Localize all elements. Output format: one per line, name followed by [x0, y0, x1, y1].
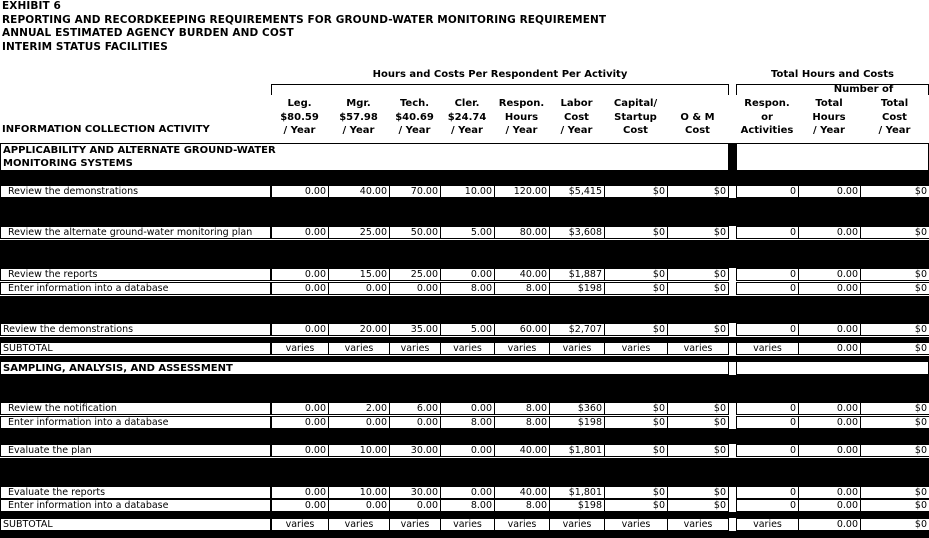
table-row [0, 226, 929, 239]
cell-capital-startup-cost: $0 [604, 444, 668, 457]
cell-respon-activities: varies [736, 518, 799, 531]
cell-total-cost: $0 [860, 226, 929, 239]
cell-labor-cost: $360 [549, 402, 605, 415]
group-bracket-per-respondent [271, 84, 729, 95]
cell-respon-hours: 8.00 [494, 282, 550, 295]
column-header-line: Total [815, 98, 843, 109]
cell-total-hours: 0.00 [798, 185, 861, 198]
cell-respon-activities: 0 [736, 499, 799, 512]
column-header-line: Total [880, 98, 909, 109]
column-header-line: / Year [342, 125, 375, 136]
cell-cler: varies [440, 518, 495, 531]
activity-label: Evaluate the plan [0, 444, 271, 457]
cell-leg: 0.00 [271, 416, 329, 429]
cell-tech: 0.00 [389, 416, 441, 429]
cell-capital-startup-cost: $0 [604, 282, 668, 295]
cell-respon-activities: 0 [736, 402, 799, 415]
column-header-line: Activities [740, 125, 794, 136]
column-header-leg [271, 97, 328, 138]
column-header-line: Startup [614, 111, 657, 123]
column-header-line: $24.74 [447, 111, 487, 123]
column-header-line: Hours [812, 111, 846, 123]
cell-om-cost: $0 [667, 444, 729, 457]
cell-leg: 0.00 [271, 402, 329, 415]
cell-mgr: 10.00 [328, 486, 390, 499]
exhibit-subtitle: ANNUAL ESTIMATED AGENCY BURDEN AND COST [2, 27, 294, 39]
cell-total-cost: $0 [860, 342, 929, 355]
column-header-respon-activities [736, 97, 798, 138]
cell-total-cost: $0 [860, 518, 929, 531]
exhibit-number: EXHIBIT 6 [2, 0, 61, 12]
column-header-labor-cost [549, 97, 604, 138]
cell-cler: 8.00 [440, 416, 495, 429]
column-header-line: Labor [560, 98, 593, 109]
cell-total-cost: $0 [860, 444, 929, 457]
cell-respon-activities: 0 [736, 486, 799, 499]
cell-total-hours: 0.00 [798, 499, 861, 512]
column-header-line: / Year [813, 125, 845, 136]
cell-om-cost: varies [667, 518, 729, 531]
cell-tech: 30.00 [389, 486, 441, 499]
column-header-om-cost [667, 111, 728, 138]
cell-respon-activities: 0 [736, 185, 799, 198]
cell-cler: 5.00 [440, 323, 495, 336]
cell-cler: varies [440, 342, 495, 355]
cell-om-cost: $0 [667, 226, 729, 239]
column-header-capital-startup-cost [604, 97, 667, 138]
cell-labor-cost: $1,887 [549, 268, 605, 281]
cell-leg: 0.00 [271, 268, 329, 281]
column-header-line: $80.59 [280, 111, 319, 123]
cell-labor-cost: $5,415 [549, 185, 605, 198]
activity-label: Evaluate the reports [0, 486, 271, 499]
cell-tech: 0.00 [389, 282, 441, 295]
cell-respon-hours: 60.00 [494, 323, 550, 336]
column-header-line: or [761, 111, 773, 123]
column-header-line: Mgr. [346, 98, 371, 109]
cell-total-cost: $0 [860, 499, 929, 512]
activity-label: SUBTOTAL [0, 342, 271, 355]
cell-respon-hours: 80.00 [494, 226, 550, 239]
cell-labor-cost: $198 [549, 416, 605, 429]
column-header-line: $57.98 [339, 111, 378, 123]
cell-om-cost: $0 [667, 499, 729, 512]
cell-capital-startup-cost: $0 [604, 226, 668, 239]
cell-labor-cost: $3,608 [549, 226, 605, 239]
number-of-label: Number of [833, 84, 894, 95]
cell-mgr: varies [328, 342, 390, 355]
column-header-total-cost [860, 97, 929, 138]
cell-total-cost: $0 [860, 402, 929, 415]
cell-total-hours: 0.00 [798, 518, 861, 531]
cell-mgr: 0.00 [328, 282, 390, 295]
activity-label: Review the notification [0, 402, 271, 415]
cell-total-hours: 0.00 [798, 416, 861, 429]
cell-mgr: 10.00 [328, 444, 390, 457]
cell-labor-cost: $198 [549, 499, 605, 512]
cell-mgr: 0.00 [328, 416, 390, 429]
cell-total-hours: 0.00 [798, 486, 861, 499]
column-header-line: / Year [560, 125, 593, 136]
table-row [0, 444, 929, 457]
cell-leg: 0.00 [271, 226, 329, 239]
section-spacer [0, 375, 929, 403]
cell-labor-cost: $2,707 [549, 323, 605, 336]
cell-capital-startup-cost: varies [604, 342, 668, 355]
column-header-line: Respon. [744, 98, 790, 109]
column-header-line: O & M [680, 111, 715, 123]
cell-om-cost: $0 [667, 402, 729, 415]
group-header-total: Total Hours and Costs [771, 69, 894, 80]
cell-leg: 0.00 [271, 486, 329, 499]
activity-label: SUBTOTAL [0, 518, 271, 531]
cell-respon-hours: varies [494, 518, 550, 531]
cell-respon-activities: 0 [736, 416, 799, 429]
cell-tech: 0.00 [389, 499, 441, 512]
cell-capital-startup-cost: $0 [604, 268, 668, 281]
cell-respon-hours: 40.00 [494, 268, 550, 281]
cell-labor-cost: varies [549, 342, 605, 355]
cell-leg: varies [271, 342, 329, 355]
cell-cler: 8.00 [440, 282, 495, 295]
cell-total-cost: $0 [860, 486, 929, 499]
table-row [0, 499, 929, 512]
cell-tech: varies [389, 518, 441, 531]
cell-respon-activities: 0 [736, 226, 799, 239]
cell-leg: 0.00 [271, 444, 329, 457]
group-header-per-respondent: Hours and Costs Per Respondent Per Activity [372, 69, 628, 80]
cell-mgr: 2.00 [328, 402, 390, 415]
cell-mgr: 40.00 [328, 185, 390, 198]
cell-leg: varies [271, 518, 329, 531]
column-header-line: / Year [451, 125, 483, 136]
cell-om-cost: $0 [667, 486, 729, 499]
cell-cler: 10.00 [440, 185, 495, 198]
activity-label: Review the demonstrations [0, 185, 271, 198]
column-header-line: Cost [882, 111, 907, 123]
cell-cler: 5.00 [440, 226, 495, 239]
cell-capital-startup-cost: $0 [604, 416, 668, 429]
cell-respon-hours: 40.00 [494, 486, 550, 499]
subtotal-row [0, 342, 929, 355]
cell-capital-startup-cost: $0 [604, 185, 668, 198]
section-title [0, 361, 729, 375]
cell-total-hours: 0.00 [798, 323, 861, 336]
cell-leg: 0.00 [271, 323, 329, 336]
cell-mgr: 20.00 [328, 323, 390, 336]
cell-respon-hours: 8.00 [494, 416, 550, 429]
cell-tech: 35.00 [389, 323, 441, 336]
table-row [0, 185, 929, 198]
section-title-line: MONITORING SYSTEMS [3, 158, 133, 169]
subtotal-row [0, 518, 929, 531]
cell-capital-startup-cost: varies [604, 518, 668, 531]
cell-cler: 0.00 [440, 402, 495, 415]
section-spacer [0, 296, 929, 323]
table-row [0, 486, 929, 499]
cell-tech: 30.00 [389, 444, 441, 457]
section-spacer [0, 531, 929, 538]
cell-capital-startup-cost: $0 [604, 323, 668, 336]
column-header-line: / Year [878, 125, 911, 136]
column-header-line: Cost [564, 111, 589, 123]
column-header-mgr [328, 97, 389, 138]
cell-om-cost: $0 [667, 416, 729, 429]
exhibit-title: REPORTING AND RECORDKEEPING REQUIREMENTS FOR GROUND-WATER MONITORING REQUIREMENT [2, 14, 607, 26]
cell-total-cost: $0 [860, 323, 929, 336]
section-total-blank [736, 361, 929, 375]
column-header-line: Leg. [287, 98, 312, 109]
cell-respon-activities: 0 [736, 282, 799, 295]
cell-tech: 50.00 [389, 226, 441, 239]
column-header-respon-hours [494, 97, 549, 138]
activity-label: Enter information into a database [0, 499, 271, 512]
activity-label: Review the reports [0, 268, 271, 281]
cell-cler: 0.00 [440, 444, 495, 457]
cell-respon-hours: varies [494, 342, 550, 355]
table-row [0, 282, 929, 295]
column-header-line: / Year [398, 125, 431, 136]
section-total-blank [736, 143, 929, 171]
activity-label: Enter information into a database [0, 282, 271, 295]
cell-total-cost: $0 [860, 416, 929, 429]
column-header-line: / Year [283, 125, 316, 136]
cell-om-cost: $0 [667, 323, 729, 336]
cell-tech: varies [389, 342, 441, 355]
cell-respon-hours: 120.00 [494, 185, 550, 198]
cell-tech: 25.00 [389, 268, 441, 281]
cell-om-cost: $0 [667, 185, 729, 198]
activity-label: Review the demonstrations [0, 323, 271, 336]
cell-mgr: 15.00 [328, 268, 390, 281]
cell-total-cost: $0 [860, 282, 929, 295]
column-header-cler [440, 97, 494, 138]
cell-cler: 0.00 [440, 268, 495, 281]
cell-total-hours: 0.00 [798, 342, 861, 355]
cell-total-hours: 0.00 [798, 444, 861, 457]
section-title [0, 143, 729, 171]
cell-labor-cost: varies [549, 518, 605, 531]
cell-total-hours: 0.00 [798, 402, 861, 415]
cell-total-hours: 0.00 [798, 226, 861, 239]
column-header-line: Hours [504, 111, 539, 123]
column-header-line: / Year [505, 125, 538, 136]
cell-respon-activities: 0 [736, 268, 799, 281]
cell-cler: 8.00 [440, 499, 495, 512]
cell-respon-activities: 0 [736, 444, 799, 457]
section-title-line: SAMPLING, ANALYSIS, AND ASSESSMENT [3, 363, 233, 374]
section-title-line: APPLICABILITY AND ALTERNATE GROUND-WATER [3, 145, 276, 156]
exhibit-scope: INTERIM STATUS FACILITIES [2, 41, 168, 53]
cell-mgr: 25.00 [328, 226, 390, 239]
activity-column-header: INFORMATION COLLECTION ACTIVITY [2, 124, 210, 135]
cell-respon-hours: 8.00 [494, 402, 550, 415]
cell-leg: 0.00 [271, 282, 329, 295]
column-header-line: Cost [685, 125, 710, 136]
cell-respon-activities: 0 [736, 323, 799, 336]
cell-tech: 6.00 [389, 402, 441, 415]
activity-label: Enter information into a database [0, 416, 271, 429]
cell-respon-hours: 40.00 [494, 444, 550, 457]
table-row [0, 416, 929, 429]
column-header-line: Capital/ [613, 98, 658, 109]
activity-label: Review the alternate ground-water monitoring plan [0, 226, 271, 239]
cell-labor-cost: $1,801 [549, 444, 605, 457]
cell-mgr: 0.00 [328, 499, 390, 512]
cell-capital-startup-cost: $0 [604, 486, 668, 499]
cell-tech: 70.00 [389, 185, 441, 198]
cell-capital-startup-cost: $0 [604, 499, 668, 512]
column-header-line: Cler. [454, 98, 480, 109]
table-row [0, 268, 929, 281]
table-row [0, 402, 929, 415]
cell-mgr: varies [328, 518, 390, 531]
column-header-line: Tech. [399, 98, 430, 109]
cell-labor-cost: $1,801 [549, 486, 605, 499]
section-spacer [0, 198, 929, 226]
cell-total-hours: 0.00 [798, 268, 861, 281]
section-spacer [0, 458, 929, 487]
table-row [0, 323, 929, 336]
cell-respon-hours: 8.00 [494, 499, 550, 512]
cell-labor-cost: $198 [549, 282, 605, 295]
column-header-total-hours [798, 97, 860, 138]
cell-cler: 0.00 [440, 486, 495, 499]
cell-capital-startup-cost: $0 [604, 402, 668, 415]
cell-total-hours: 0.00 [798, 282, 861, 295]
section-spacer [0, 429, 929, 444]
column-header-line: $40.69 [395, 111, 434, 123]
cell-om-cost: varies [667, 342, 729, 355]
cell-leg: 0.00 [271, 499, 329, 512]
column-header-line: Respon. [498, 98, 545, 109]
cell-om-cost: $0 [667, 282, 729, 295]
cell-om-cost: $0 [667, 268, 729, 281]
cell-total-cost: $0 [860, 185, 929, 198]
cell-leg: 0.00 [271, 185, 329, 198]
section-spacer [0, 240, 929, 268]
column-header-line: Cost [623, 125, 648, 136]
column-header-tech [389, 97, 440, 138]
cell-total-cost: $0 [860, 268, 929, 281]
cell-respon-activities: varies [736, 342, 799, 355]
